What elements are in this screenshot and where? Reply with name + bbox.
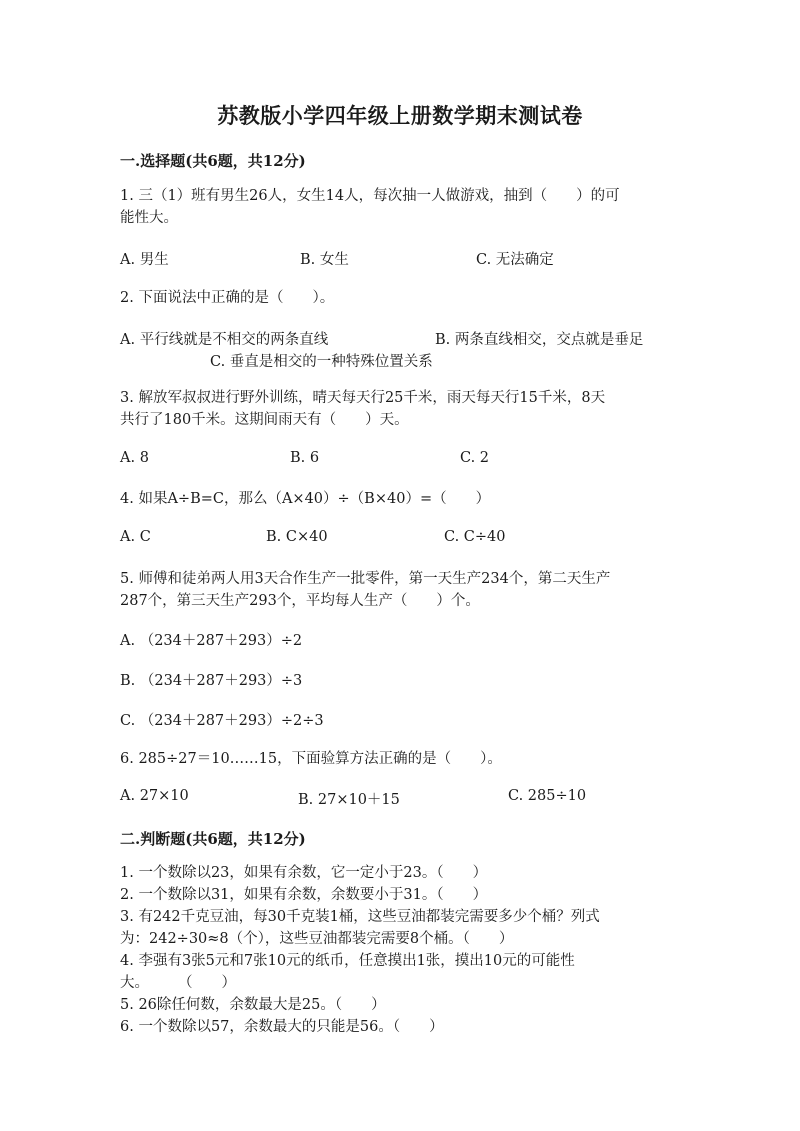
question-2-option-b: B. 两条直线相交，交点就是垂足 [435,332,644,348]
question-1-line-1: 1. 三（1）班有男生26人，女生14人，每次抽一人做游戏，抽到（ ）的可 [120,188,620,204]
section-heading-true-false: 二.判断题(共6题，共12分) [120,830,306,848]
question-5-option-b: B. （234＋287＋293）÷3 [120,673,303,689]
question-4-option-a: A. C [120,529,151,545]
tf-line-4: 为：242÷30≈8（个），这些豆油都装完需要8个桶。（ ） [120,931,514,947]
tf-line-7: 5. 26除任何数，余数最大是25。（ ） [120,997,386,1013]
tf-line-6: 大。 （ ） [120,975,236,991]
question-6-option-c: C. 285÷10 [508,788,587,804]
tf-line-1: 1. 一个数除以23，如果有余数，它一定小于23。（ ） [120,865,488,881]
question-1-option-c: C. 无法确定 [476,252,554,268]
question-5-line-2: 287个，第三天生产293个，平均每人生产（ ）个。 [120,593,480,609]
question-1-line-2: 能性大。 [120,210,178,226]
question-2-option-a: A. 平行线就是不相交的两条直线 [120,332,329,348]
question-6-line-1: 6. 285÷27＝10……15，下面验算方法正确的是（ ）。 [120,751,502,767]
question-6-option-a: A. 27×10 [120,788,189,804]
question-6-option-b: B. 27×10＋15 [298,792,400,808]
question-3-line-2: 共行了180千米。这期间雨天有（ ）天。 [120,412,409,428]
page-title: 苏教版小学四年级上册数学期末测试卷 [217,103,583,128]
question-2-line-1: 2. 下面说法中正确的是（ ）。 [120,290,335,306]
question-4-line-1: 4. 如果A÷B=C，那么（A×40）÷（B×40）=（ ） [120,491,491,507]
question-1-option-a: A. 男生 [120,252,169,268]
question-5-line-1: 5. 师傅和徒弟两人用3天合作生产一批零件，第一天生产234个，第二天生产 [120,571,611,587]
section-heading-choice: 一.选择题(共6题，共12分) [120,152,306,170]
question-3-option-a: A. 8 [120,450,149,466]
question-5-option-c: C. （234＋287＋293）÷2÷3 [120,713,324,729]
question-3-option-b: B. 6 [290,450,320,466]
question-5-option-a: A. （234＋287＋293）÷2 [120,633,303,649]
tf-line-2: 2. 一个数除以31，如果有余数，余数要小于31。（ ） [120,887,488,903]
question-3-option-c: C. 2 [460,450,490,466]
question-4-option-c: C. C÷40 [444,529,506,545]
tf-line-5: 4. 李强有3张5元和7张10元的纸币，任意摸出1张，摸出10元的可能性 [120,953,575,969]
question-1-option-b: B. 女生 [300,252,349,268]
tf-line-3: 3. 有242千克豆油，每30千克装1桶，这些豆油都装完需要多少个桶？列式 [120,909,600,925]
tf-line-8: 6. 一个数除以57，余数最大的只能是56。（ ） [120,1019,444,1035]
question-2-option-c: C. 垂直是相交的一种特殊位置关系 [210,354,433,370]
question-4-option-b: B. C×40 [266,529,328,545]
question-3-line-1: 3. 解放军叔叔进行野外训练，晴天每天行25千米，雨天每天行15千米，8天 [120,390,606,406]
